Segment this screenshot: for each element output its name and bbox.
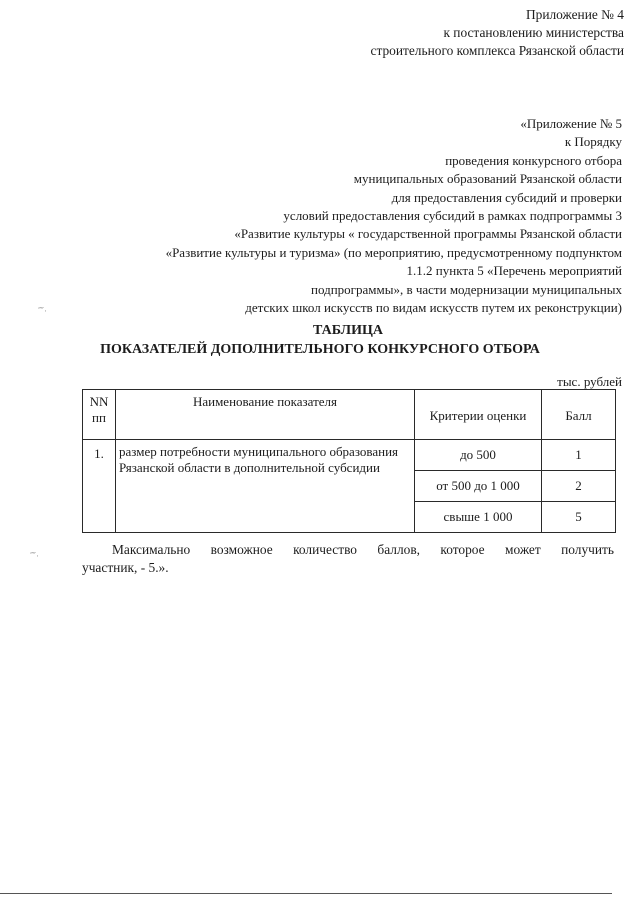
appendix-5-line: к Порядку [564, 134, 622, 150]
appendix-5-line: условий предоставления субсидий в рамках подпрограммы 3 [283, 208, 622, 224]
header-indicator: Наименование показателя [116, 390, 415, 440]
header-score: Балл [542, 390, 616, 440]
appendix-4-line: к постановлению министерства [443, 25, 624, 40]
appendix-5-line: для предоставления субсидий и проверки [391, 189, 622, 205]
appendix-5-line: «Развитие культуры и туризма» (по мероприятию, предусмотренному подпунктом [165, 244, 622, 260]
table-header-row [83, 390, 616, 440]
criterion-cell: от 500 до 1 000 [415, 471, 542, 502]
scan-mark: ⁗· [38, 306, 47, 316]
criterion-cell: свыше 1 000 [415, 502, 542, 533]
appendix-4-line: строительного комплекса Рязанской области [370, 43, 624, 58]
score-cell: 2 [542, 471, 616, 502]
footer-note: Максимально возможное количество баллов, которое может получить [112, 542, 614, 557]
indicator-name: размер потребности муниципального образования Рязанской области в дополнительной субсидии [116, 440, 415, 533]
appendix-5-line: подпрограммы», в части модернизации муниципальных [311, 281, 622, 297]
appendix-5-line: «Приложение № 5 [520, 116, 622, 131]
units-label: тыс. рублей [557, 374, 622, 389]
header-criteria: Критерии оценки [415, 390, 542, 440]
row-number: 1. [83, 440, 116, 533]
appendix-5-line: «Развитие культуры « государственной программы Рязанской области [234, 226, 622, 242]
footer-note-continuation: участник, - 5.». [82, 560, 169, 575]
appendix-5-line: муниципальных образований Рязанской области [353, 171, 622, 187]
appendix-4-line: Приложение № 4 [525, 7, 624, 22]
table-row [83, 440, 616, 471]
page-bottom-line [0, 893, 612, 894]
header-nn: NN пп [83, 390, 116, 440]
appendix-5-line: 1.1.2 пункта 5 «Перечень мероприятий [406, 263, 622, 279]
score-cell: 5 [542, 502, 616, 533]
score-cell: 1 [542, 440, 616, 471]
table-title: ТАБЛИЦА [313, 323, 383, 338]
scan-mark: ⁗· [30, 551, 39, 561]
criterion-cell: до 500 [415, 440, 542, 471]
appendix-5-line: проведения конкурсного отбора [445, 152, 622, 168]
appendix-5-header [166, 115, 622, 317]
appendix-5-line: детских школ искусств по видам искусств путем их реконструкции) [245, 300, 622, 316]
appendix-4-header [371, 6, 625, 60]
table-subtitle: ПОКАЗАТЕЛЕЙ ДОПОЛНИТЕЛЬНОГО КОНКУРСНОГО ОТБОРА [100, 342, 540, 357]
criteria-table [82, 389, 616, 533]
